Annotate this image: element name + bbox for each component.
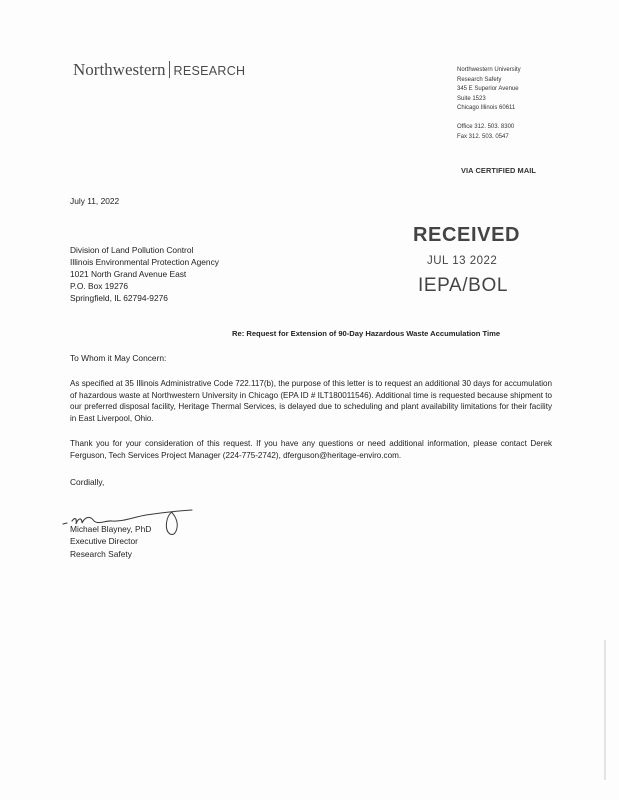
subject-line: Re: Request for Extension of 90-Day Hazardous Waste Accumulation Time — [232, 329, 501, 338]
northwestern-research-logo — [73, 60, 245, 80]
body-paragraph: As specified at 35 Illinois Administrative Code 722.117(b), the purpose of this letter is to request an additional 30 days for accumulation of hazardous waste at Northwestern University in Chicago (EPA ID # ILT180011546). Additional time is requested because shipment to our preferred disposal facility, Heritage Thermal Services, is delayed due to scheduling and plant availability limitations for their facility in East Liverpool, Ohio. — [70, 379, 552, 423]
closing: Cordially, — [70, 477, 105, 487]
signer-department: Research Safety — [70, 548, 132, 559]
scan-edge-shadow — [604, 640, 606, 780]
letterhead-address — [457, 66, 521, 142]
salutation: To Whom it May Concern: — [70, 353, 167, 363]
address-line: Research Safety — [457, 76, 502, 83]
recipient-line: Springfield, IL 62794-9276 — [70, 293, 168, 303]
signer-name: Michael Blayney, PhD — [70, 524, 152, 534]
logo-divider — [169, 61, 170, 78]
delivery-method: VIA CERTIFIED MAIL — [461, 166, 537, 175]
address-gap — [457, 114, 521, 123]
recipient-address — [70, 244, 219, 304]
signer-title: Executive Director — [70, 536, 138, 547]
address-line: Suite 1523 — [457, 95, 486, 102]
fax-line: Fax 312. 503. 0547 — [457, 133, 509, 140]
logo-org: Northwestern — [73, 60, 166, 79]
received-stamp-agency: IEPA/BOL — [418, 275, 508, 296]
letter-date: July 11, 2022 — [70, 196, 120, 206]
recipient-line: 1021 North Grand Avenue East — [70, 269, 187, 279]
signature-block — [70, 523, 151, 560]
recipient-line: Division of Land Pollution Control — [70, 245, 194, 255]
logo-division: RESEARCH — [173, 64, 246, 78]
received-stamp: RECEIVED — [413, 224, 521, 246]
received-stamp-date: JUL 13 2022 — [427, 255, 498, 267]
phone-line: Office 312. 503. 8300 — [457, 123, 515, 130]
recipient-line: P.O. Box 19276 — [70, 281, 129, 291]
address-line: Chicago Illinois 60611 — [457, 105, 516, 112]
address-line: 345 E Superior Avenue — [457, 86, 519, 93]
address-line: Northwestern University — [457, 67, 521, 73]
body-paragraph: Thank you for your consideration of this request. If you have any questions or need additional information, please contact Derek Ferguson, Tech Services Project Manager (224-775-2742), dferguson@heritage-enviro.com. — [70, 439, 552, 460]
recipient-line: Illinois Environmental Protection Agency — [70, 257, 219, 267]
